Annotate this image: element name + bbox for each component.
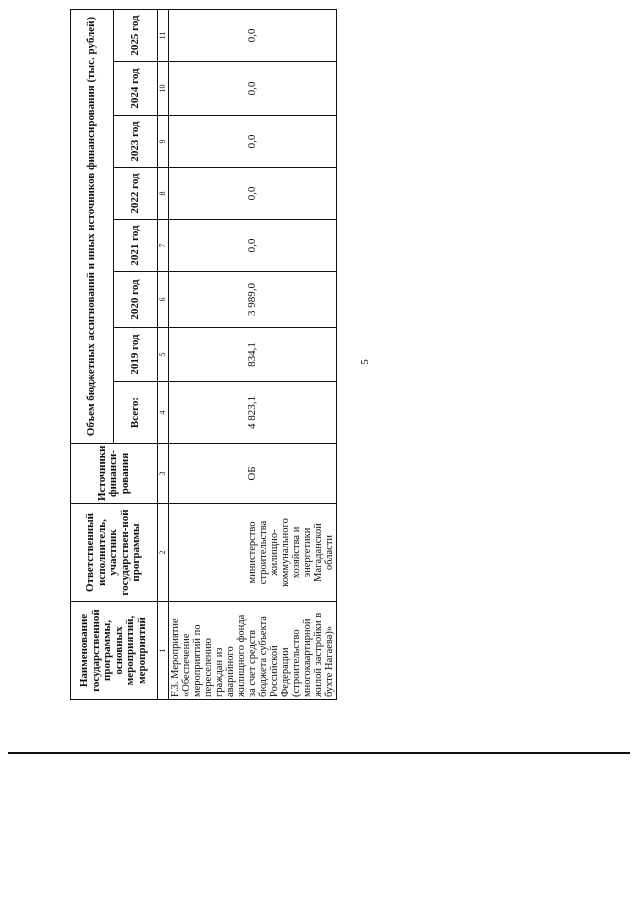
source-cell: ОБ <box>168 444 336 504</box>
column-index-row <box>157 9 168 699</box>
financing-table <box>70 9 337 700</box>
value-2021: 0,0 <box>168 220 336 272</box>
header-total: Всего: <box>114 382 157 444</box>
header-year-2021: 2021 год <box>114 220 157 272</box>
header-year-2024: 2024 год <box>114 62 157 116</box>
program-name-cell: F.3. Мероприятие «Обеспечение мероприятий по переселению граждан из аварийного жилищного фонда за счет средств бюджета субъекта Российской Федерации (строительство многоквартирной жилой застройки в бухте Нагаева)» <box>168 602 336 700</box>
column-index: 6 <box>157 272 168 328</box>
column-index: 2 <box>157 504 168 602</box>
column-index: 4 <box>157 382 168 444</box>
value-2023: 0,0 <box>168 116 336 168</box>
value-2020: 3 989,0 <box>168 272 336 328</box>
header-year-2022: 2022 год <box>114 168 157 220</box>
page-number: 5 <box>358 359 371 365</box>
financing-table-rotated <box>70 10 337 700</box>
header-program-name: Наименование государственной программы, основных мероприятий, мероприятий <box>71 602 158 700</box>
table-row <box>168 9 336 699</box>
value-2022: 0,0 <box>168 168 336 220</box>
header-year-2023: 2023 год <box>114 116 157 168</box>
column-index: 3 <box>157 444 168 504</box>
header-year-2025: 2025 год <box>114 9 157 61</box>
header-year-2020: 2020 год <box>114 272 157 328</box>
executor-cell: министерство строительства жилищно-коммунального хозяйства и энергетики Магаданской области <box>168 504 336 602</box>
header-year-2019: 2019 год <box>114 328 157 382</box>
column-index: 9 <box>157 116 168 168</box>
column-index: 10 <box>157 62 168 116</box>
value-2025: 0,0 <box>168 9 336 61</box>
header-budget-group: Объем бюджетных ассигнований и иных источников финансирования (тыс. рублей) <box>71 9 114 443</box>
column-index: 7 <box>157 220 168 272</box>
value-2019: 834,1 <box>168 328 336 382</box>
value-total: 4 823,1 <box>168 382 336 444</box>
column-index: 11 <box>157 9 168 61</box>
header-executor: Ответственный исполнитель, участник государствен-ной программы <box>71 504 158 602</box>
value-2024: 0,0 <box>168 62 336 116</box>
horizontal-rule <box>8 752 630 754</box>
column-index: 8 <box>157 168 168 220</box>
column-index: 5 <box>157 328 168 382</box>
header-source: Источники финанси-рования <box>71 444 158 504</box>
column-index: 1 <box>157 602 168 700</box>
